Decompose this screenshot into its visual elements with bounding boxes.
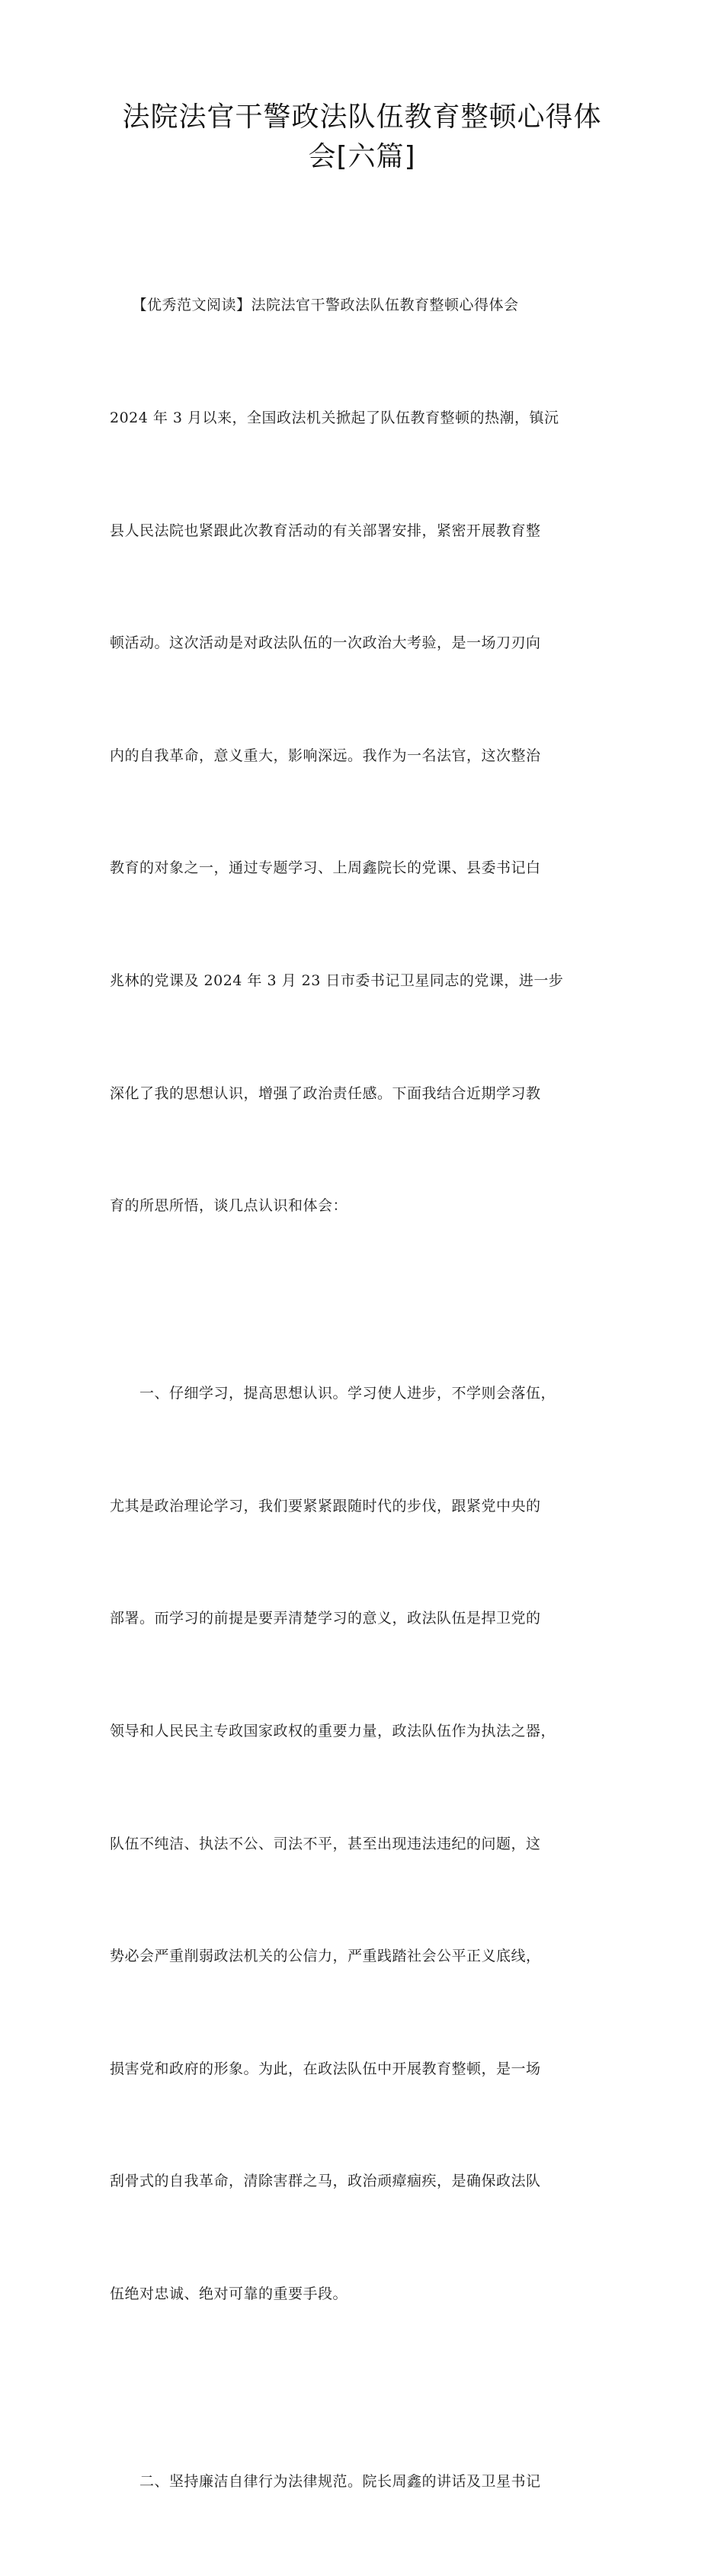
text-line: 部署。而学习的前提是要弄清楚学习的意义，政法队伍是捍卫党的 <box>110 1610 541 1627</box>
text-line: 深化了我的思想认识，增强了政治责任感。下面我结合近期学习教 <box>110 1084 541 1102</box>
text-line: 【优秀范文阅读】法院法官干警政法队伍教育整顿心得体会 <box>110 297 519 314</box>
text-line: 教育的对象之一，通过专题学习、上周鑫院长的党课、县委书记白 <box>110 859 541 877</box>
title-line-2: 会[六篇] <box>308 141 416 172</box>
title-line-1: 法院法官干警政法队伍教育整顿心得体 <box>122 101 602 133</box>
text-line: 领导和人民民主专政国家政权的重要力量，政法队伍作为执法之器， <box>110 1722 556 1739</box>
text-line: 兆林的党课及 2024 年 3 月 23 日市委书记卫星同志的党课，进一步 <box>110 972 564 989</box>
text-line: 队伍不纯洁、执法不公、司法不平，甚至出现违法违纪的问题，这 <box>110 1835 541 1852</box>
text-line: 2024 年 3 月以来，全国政法机关掀起了队伍教育整顿的热潮，镇沅 <box>110 410 559 426</box>
text-line: 顿活动。这次活动是对政法队伍的一次政治大考验，是一场刀刃向 <box>110 634 541 652</box>
text-line: 损害党和政府的形象。为此，在政法队伍中开展教育整顿，是一场 <box>110 2060 541 2077</box>
text-line: 伍绝对忠诚、绝对可靠的重要手段。 <box>110 2285 348 2302</box>
text-line: 刮骨式的自我革命，清除害群之马，政治顽瘴痼疾，是确保政法队 <box>110 2173 541 2190</box>
paragraph-section-2 <box>110 2388 616 2576</box>
text-line: 一、仔细学习，提高思想认识。学习使人进步，不学则会落伍， <box>110 1385 556 1402</box>
paragraph-intro <box>110 212 616 1300</box>
document-body <box>110 212 616 2576</box>
text-line: 育的所思所悟，谈几点认识和体会： <box>110 1197 348 1215</box>
text-line: 县人民法院也紧跟此次教育活动的有关部署安排，紧密开展教育整 <box>110 522 541 539</box>
text-line: 势必会严重削弱政法机关的公信力，严重践踏社会公平正义底线， <box>110 1948 541 1965</box>
text-line: 二、坚持廉洁自律行为法律规范。院长周鑫的讲话及卫星书记 <box>110 2472 541 2490</box>
document-title <box>91 98 633 177</box>
paragraph-section-1 <box>110 1300 616 2388</box>
text-line: 尤其是政治理论学习，我们要紧紧跟随时代的步伐，跟紧党中央的 <box>110 1497 541 1514</box>
text-line: 内的自我革命，意义重大，影响深远。我作为一名法官，这次整治 <box>110 747 541 764</box>
